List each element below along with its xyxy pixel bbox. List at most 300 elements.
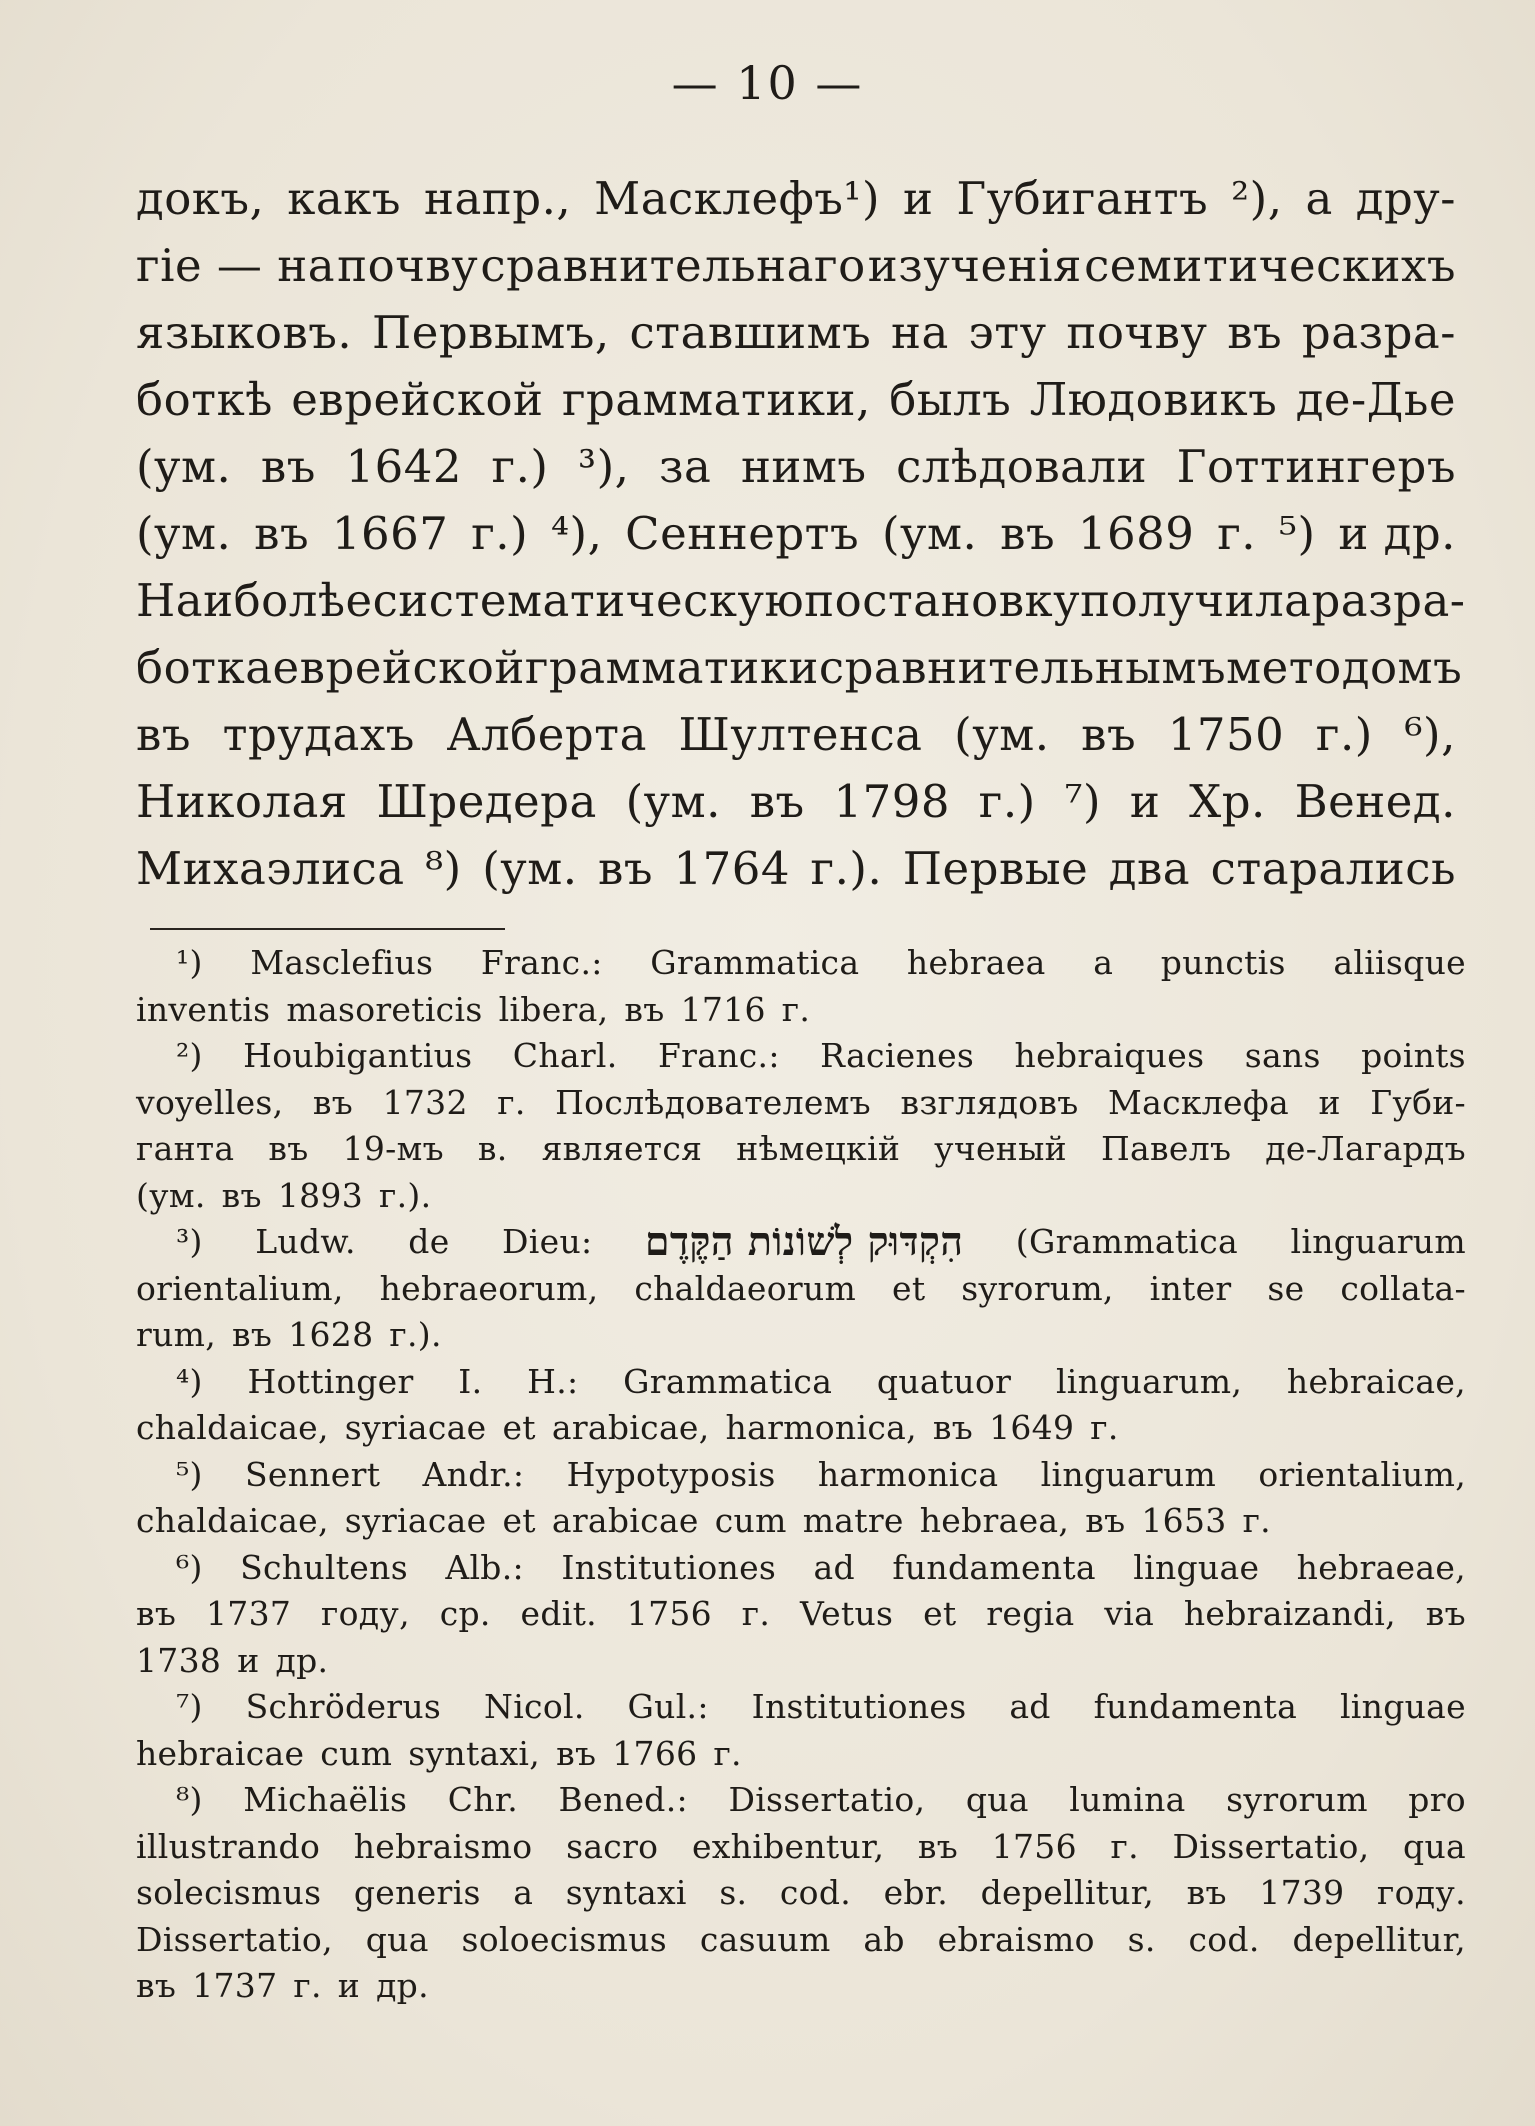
- word: Николая: [136, 775, 348, 828]
- word: ebr.: [883, 1873, 949, 1912]
- word: Первые: [902, 842, 1089, 895]
- word: г.: [1090, 1408, 1119, 1447]
- word: matre: [802, 1501, 904, 1540]
- word: et: [502, 1501, 536, 1540]
- word: систематическую: [372, 574, 805, 627]
- word: слѣдовали: [896, 440, 1148, 493]
- word: Dieu:: [502, 1222, 593, 1261]
- word: въ: [598, 842, 654, 895]
- word: г.): [1315, 708, 1373, 761]
- word: является: [541, 1129, 703, 1168]
- word: syriacae: [344, 1408, 487, 1447]
- text-line: [136, 433, 1456, 500]
- footnote-line: [136, 1219, 1466, 1266]
- word: еврейской: [291, 373, 544, 426]
- word: fundamenta: [1093, 1687, 1298, 1726]
- word: sans: [1244, 1036, 1321, 1075]
- word: и: [902, 172, 934, 225]
- word: Masclefius: [250, 943, 434, 982]
- word: et: [502, 1408, 536, 1447]
- word: въ: [1081, 708, 1137, 761]
- word: a: [513, 1873, 534, 1912]
- word: Венед.: [1294, 775, 1456, 828]
- word: въ: [932, 1408, 974, 1447]
- text-line: [136, 232, 1456, 299]
- word: 1628: [288, 1315, 374, 1354]
- word: Сеннертъ: [625, 507, 860, 560]
- word: harmonica,: [725, 1408, 917, 1447]
- word: и др.: [1338, 507, 1456, 560]
- word: 1739: [1259, 1873, 1345, 1912]
- word: въ: [749, 775, 805, 828]
- word: Charl.: [512, 1036, 618, 1075]
- word: qua: [1403, 1826, 1466, 1866]
- text-line: [136, 366, 1456, 433]
- word: I.: [458, 1361, 483, 1401]
- word: г.).: [379, 1175, 432, 1215]
- word: collata-: [1340, 1268, 1466, 1308]
- word: 1893: [277, 1175, 364, 1215]
- word: 1756: [626, 1594, 712, 1633]
- text-line: [136, 634, 1463, 701]
- word: ср.: [439, 1594, 491, 1633]
- word: Grammatica: [623, 1361, 833, 1401]
- word: ⁶): [176, 1547, 203, 1587]
- word: regia: [986, 1594, 1075, 1633]
- word: Шредера: [376, 775, 597, 828]
- word: ⁷): [1064, 775, 1102, 828]
- word: 1689: [1077, 507, 1195, 560]
- word: ботка: [136, 641, 273, 694]
- footnotes: [136, 940, 1466, 2010]
- word: ²),: [1231, 172, 1283, 225]
- word: методомъ: [1226, 641, 1463, 694]
- word: нимъ: [740, 440, 867, 493]
- text-line: [136, 835, 1456, 902]
- word: въ: [232, 1315, 273, 1354]
- word: г.: [741, 1594, 771, 1633]
- word: Ludw.: [255, 1222, 356, 1261]
- word: ⁸): [176, 1780, 203, 1819]
- footnote-line: [136, 1731, 1466, 1778]
- word: получила: [1080, 574, 1312, 627]
- word: exhibentur,: [691, 1826, 885, 1866]
- word: дру-: [1355, 172, 1456, 225]
- word: Bened.:: [558, 1780, 688, 1819]
- word: Масклефъ¹): [594, 172, 881, 225]
- word: изученія: [867, 239, 1082, 292]
- word: Nicol.: [484, 1687, 585, 1726]
- word: Dissertatio,: [136, 1919, 333, 1959]
- word: linguarum,: [1055, 1361, 1243, 1401]
- word: Губи-: [1370, 1082, 1466, 1122]
- word: г.): [978, 775, 1036, 828]
- footnote-3: [136, 1219, 1466, 1359]
- word: разра-: [1301, 306, 1456, 359]
- word: г.).: [389, 1315, 442, 1354]
- word: въ: [1227, 306, 1283, 359]
- word: 19-мъ: [342, 1129, 444, 1168]
- hebrew-title: הִקְדּוּק לְשׁוֹנוֹת הַקֶּדֶם: [644, 1219, 964, 1265]
- word: solecismus: [136, 1873, 322, 1912]
- word: aliisque: [1333, 943, 1466, 982]
- word: ученый: [934, 1129, 1067, 1168]
- footnote-line: [136, 1638, 1466, 1685]
- footnote-line: [136, 1359, 1466, 1406]
- word: via: [1104, 1594, 1155, 1633]
- word: se: [1267, 1268, 1305, 1308]
- word: Dissertatio,: [728, 1780, 926, 1819]
- word: въ: [1186, 1873, 1227, 1912]
- word: lumina: [1069, 1780, 1186, 1819]
- word: cum: [714, 1501, 787, 1540]
- footnote-line: [136, 1545, 1466, 1592]
- word: Schultens: [240, 1547, 408, 1587]
- word: (ум.: [136, 440, 232, 493]
- word: 1737: [206, 1594, 292, 1633]
- word: hebraicae: [136, 1733, 305, 1773]
- word: 1766: [612, 1733, 698, 1773]
- word: Павелъ: [1100, 1129, 1232, 1168]
- word: сравнительнаго: [480, 239, 866, 292]
- word: напр.,: [423, 172, 572, 225]
- word: hebraizandi,: [1183, 1594, 1396, 1633]
- page-number: — 10 —: [671, 56, 864, 110]
- word: и: [237, 1640, 260, 1680]
- word: де-Лагардъ: [1265, 1129, 1466, 1168]
- footnote-line: [136, 1591, 1466, 1638]
- word: былъ: [889, 373, 1012, 426]
- word: de: [408, 1222, 450, 1261]
- word: въ: [136, 1966, 177, 2005]
- word: Губигантъ: [956, 172, 1209, 225]
- word: Gul.:: [627, 1687, 709, 1726]
- word: трудахъ: [222, 708, 415, 761]
- word: Шултенса: [678, 708, 923, 761]
- word: ebraismo: [937, 1919, 1095, 1959]
- word: и: [337, 1966, 361, 2005]
- word: Готтингеръ: [1176, 440, 1456, 493]
- word: 1732: [382, 1082, 468, 1122]
- word: въ: [268, 1129, 309, 1168]
- word: какъ: [287, 172, 402, 225]
- word: linguae: [1339, 1687, 1466, 1726]
- word: 1750: [1167, 708, 1285, 761]
- word: (Grammatica: [1015, 1222, 1239, 1261]
- word: ⁵): [176, 1454, 203, 1494]
- word: почву: [1066, 306, 1208, 359]
- word: hebraea: [906, 943, 1046, 982]
- word: sacro: [566, 1826, 659, 1866]
- text-line: [136, 701, 1456, 768]
- footnote-separator: [150, 928, 505, 930]
- word: 1716: [680, 989, 766, 1029]
- word: depellitur,: [980, 1873, 1155, 1912]
- word: въ: [260, 440, 316, 493]
- word: ad: [813, 1547, 855, 1587]
- word: г.: [497, 1082, 526, 1122]
- word: Houbigantius: [243, 1036, 473, 1075]
- word: ⁷): [176, 1687, 203, 1726]
- word: в.: [477, 1129, 508, 1168]
- word: syrorum,: [961, 1268, 1114, 1308]
- word: разра-: [1311, 574, 1466, 627]
- text-line: [136, 567, 1466, 634]
- word: hebraeae,: [1296, 1547, 1466, 1587]
- word: soloecismus: [461, 1919, 668, 1959]
- word: боткѣ: [136, 373, 273, 426]
- word: Dissertatio,: [1172, 1826, 1370, 1866]
- word: ⁸): [425, 842, 462, 895]
- word: chaldaeorum: [634, 1268, 857, 1308]
- word: syrorum: [1226, 1780, 1368, 1819]
- word: harmonica: [817, 1454, 999, 1494]
- word: Alb.:: [445, 1547, 524, 1587]
- footnote-line: [136, 1498, 1466, 1545]
- word: ²): [176, 1036, 203, 1075]
- footnote-7: [136, 1684, 1466, 1777]
- word: г.: [1242, 1501, 1271, 1540]
- word: syntaxi,: [408, 1733, 541, 1773]
- word: (ум.: [954, 708, 1050, 761]
- word: casuum: [699, 1919, 831, 1959]
- word: сравнительнымъ: [818, 641, 1227, 694]
- word: Наиболѣе: [136, 574, 373, 627]
- word: Franc.:: [657, 1036, 780, 1075]
- word: и: [1318, 1082, 1341, 1122]
- word: др.: [376, 1966, 429, 2005]
- word: Schröderus: [245, 1687, 442, 1726]
- word: s.: [1127, 1919, 1156, 1959]
- word: cod.: [1188, 1919, 1260, 1959]
- word: hebraismo: [353, 1826, 533, 1866]
- word: punctis: [1160, 943, 1286, 982]
- word: Racienes: [820, 1036, 975, 1075]
- word: rum,: [136, 1315, 217, 1354]
- word: generis: [353, 1873, 481, 1912]
- word: 1756: [991, 1826, 1077, 1866]
- text-line: [136, 299, 1456, 366]
- word: г.: [713, 1733, 742, 1773]
- main-text-body: [136, 165, 1466, 902]
- word: г.).: [810, 842, 883, 895]
- word: inventis: [136, 989, 271, 1029]
- footnote-line: [136, 1080, 1466, 1127]
- word: два: [1108, 842, 1191, 895]
- footnote-6: [136, 1545, 1466, 1685]
- word: linguarum: [1040, 1454, 1217, 1494]
- word: году,: [321, 1594, 410, 1633]
- word: hebraea,: [919, 1501, 1070, 1540]
- word: г.): [491, 440, 549, 493]
- word: (ум.: [881, 507, 978, 560]
- word: syriacae: [344, 1501, 487, 1540]
- footnote-4: [136, 1359, 1466, 1452]
- word: г.: [1110, 1826, 1139, 1866]
- word: др.: [275, 1640, 329, 1680]
- word: Grammatica: [650, 943, 860, 982]
- word: эту: [968, 306, 1047, 359]
- word: Michaëlis: [243, 1780, 408, 1819]
- word: ¹): [176, 943, 203, 982]
- word: въ: [254, 507, 310, 560]
- word: грамматики: [524, 641, 819, 694]
- word: (ум.: [136, 507, 232, 560]
- word: г.: [1217, 507, 1257, 560]
- word: 1764: [673, 842, 791, 895]
- word: 1653: [1141, 1501, 1227, 1540]
- footnote-line: [136, 940, 1466, 987]
- word: взглядовъ: [900, 1082, 1079, 1122]
- word: s.: [719, 1873, 748, 1912]
- footnote-line: [136, 1312, 1466, 1359]
- word: въ: [556, 1733, 597, 1773]
- word: языковъ.: [136, 306, 353, 359]
- word: г.): [471, 507, 529, 560]
- word: orientalium,: [136, 1268, 344, 1308]
- word: Масклефа: [1108, 1082, 1289, 1122]
- word: въ: [624, 989, 665, 1029]
- word: Institutiones: [561, 1547, 777, 1587]
- word: linguarum: [1290, 1222, 1466, 1261]
- footnote-line: [136, 1777, 1466, 1824]
- word: (ум.: [625, 775, 721, 828]
- word: ³),: [578, 440, 630, 493]
- word: въ: [1085, 1501, 1126, 1540]
- footnote-line: [136, 1824, 1466, 1871]
- word: H.:: [527, 1361, 579, 1401]
- word: въ: [221, 1175, 262, 1215]
- word: де-Дье: [1295, 373, 1456, 426]
- word: а: [1305, 172, 1333, 225]
- footnote-8: [136, 1777, 1466, 2010]
- word: за: [659, 440, 712, 493]
- word: 1798: [833, 775, 950, 828]
- word: 1737: [192, 1966, 278, 2005]
- word: въ: [312, 1082, 354, 1122]
- word: depellitur,: [1292, 1919, 1466, 1959]
- word: старались: [1210, 842, 1456, 895]
- word: syntaxi: [565, 1873, 687, 1912]
- word: постановку: [804, 574, 1081, 627]
- text-line: [136, 500, 1456, 567]
- footnote-line: [136, 1452, 1466, 1499]
- footnote-5: [136, 1452, 1466, 1545]
- word: Людовикъ: [1029, 373, 1278, 426]
- word: ставшимъ: [629, 306, 872, 359]
- word: Михаэлиса: [136, 842, 405, 895]
- word: et: [892, 1268, 926, 1308]
- word: Послѣдователемъ: [555, 1082, 871, 1122]
- word: на: [890, 306, 949, 359]
- text-line: [136, 768, 1456, 835]
- word: Hypotyposis: [566, 1454, 776, 1494]
- footnote-line: [136, 987, 1466, 1034]
- word: г.: [781, 989, 811, 1029]
- word: orientalium,: [1258, 1454, 1466, 1494]
- footnote-line: [136, 1266, 1466, 1313]
- word: 1667: [331, 507, 449, 560]
- footnote-line: [136, 1033, 1466, 1080]
- word: 1649: [989, 1408, 1075, 1447]
- word: 1738: [136, 1640, 222, 1680]
- word: грамматики,: [561, 373, 871, 426]
- word: еврейской: [272, 641, 525, 694]
- word: edit.: [520, 1594, 597, 1633]
- word: Хр.: [1189, 775, 1266, 828]
- word: a: [1093, 943, 1114, 982]
- word: chaldaicae,: [136, 1501, 329, 1540]
- word: pro: [1408, 1780, 1466, 1819]
- word: ⁴): [176, 1361, 203, 1401]
- word: cum: [320, 1733, 393, 1773]
- word: ганта: [136, 1129, 235, 1168]
- word: masoreticis: [286, 989, 483, 1029]
- word: ⁴),: [550, 507, 603, 560]
- word: Chr.: [447, 1780, 519, 1819]
- footnote-line: [136, 1405, 1466, 1452]
- footnote-line: [136, 1963, 1466, 2010]
- footnote-2: [136, 1033, 1466, 1219]
- word: 1642: [345, 440, 462, 493]
- word: Hottinger: [247, 1361, 414, 1401]
- word: cod.: [779, 1873, 852, 1912]
- word: points: [1361, 1036, 1466, 1075]
- word: г.: [293, 1966, 322, 2005]
- word: Первымъ,: [371, 306, 610, 359]
- word: Vetus: [800, 1594, 894, 1633]
- word: voyelles,: [136, 1082, 284, 1122]
- footnote-line: [136, 1173, 1466, 1220]
- text-line: [136, 165, 1456, 232]
- word: fundamenta: [892, 1547, 1096, 1587]
- word: ab: [863, 1919, 905, 1959]
- word: ad: [1009, 1687, 1051, 1726]
- word: Franc.:: [480, 943, 603, 982]
- word: гіе — на: [136, 239, 336, 292]
- word: et: [923, 1594, 957, 1633]
- word: inter: [1149, 1268, 1232, 1308]
- word: Andr.:: [422, 1454, 525, 1494]
- word: qua: [365, 1919, 429, 1959]
- word: chaldaicae,: [136, 1408, 329, 1447]
- word: hebraicae,: [1286, 1361, 1466, 1401]
- word: въ: [1000, 507, 1056, 560]
- word: libera,: [498, 989, 609, 1029]
- word: въ: [136, 1594, 177, 1633]
- word: arabicae: [551, 1501, 699, 1540]
- word: hebraiques: [1014, 1036, 1205, 1075]
- word: ⁶),: [1404, 708, 1456, 761]
- word: ⁵): [1278, 507, 1316, 560]
- word: linguae: [1133, 1547, 1260, 1587]
- word: (ум.: [136, 1175, 206, 1215]
- word: ³): [176, 1222, 203, 1261]
- word: Institutiones: [751, 1687, 967, 1726]
- word: Sennert: [244, 1454, 381, 1494]
- word: illustrando: [136, 1826, 321, 1866]
- word: году.: [1377, 1873, 1466, 1912]
- footnote-line: [136, 1870, 1466, 1917]
- word: нѣмецкій: [736, 1129, 901, 1168]
- word: (ум.: [482, 842, 578, 895]
- word: arabicae,: [551, 1408, 710, 1447]
- word: hebraeorum,: [379, 1268, 599, 1308]
- word: въ: [136, 708, 191, 761]
- word: въ: [917, 1826, 959, 1866]
- word: и: [1129, 775, 1161, 828]
- word: въ: [1425, 1594, 1466, 1633]
